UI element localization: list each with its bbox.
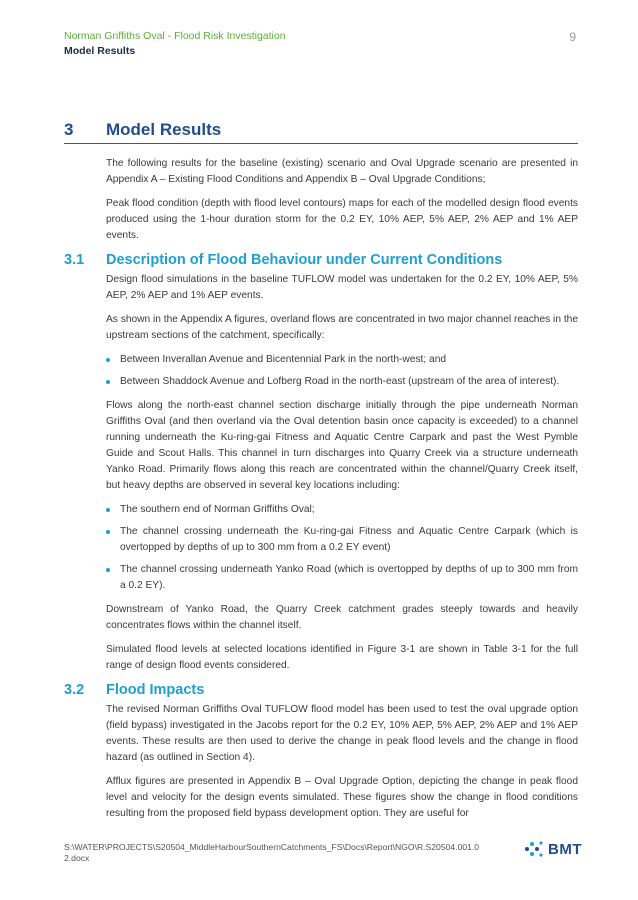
running-section-title: Model Results [64, 45, 136, 57]
list-item [106, 562, 578, 594]
list-item-text: Between Shaddock Avenue and Lofberg Road in the north-east (upstream of the area of interest). [120, 376, 560, 387]
page-header [64, 29, 574, 59]
body-paragraph: Design flood simulations in the baseline TUFLOW model was undertaken for the 0.2 EY, 10% AEP, 5% AEP, 2% AEP and 1% AEP events. [106, 274, 578, 301]
chapter-number: 3 [64, 120, 74, 139]
list-item [106, 352, 578, 368]
bullet-icon [106, 530, 110, 534]
intro-paragraph: Peak flood condition (depth with flood level contours) maps for each of the modelled design flood events produced using the 1-hour duration storm for the 0.2 EY, 10% AEP, 5% AEP, 2% AEP and 1% AEP events. [106, 198, 578, 241]
list-item-text: The southern end of Norman Griffiths Oval; [120, 504, 315, 515]
section-heading-3-1 [64, 252, 578, 268]
bullet-icon [106, 380, 110, 384]
bullet-icon [106, 508, 110, 512]
body-paragraph: Downstream of Yanko Road, the Quarry Creek catchment grades steeply towards and heavily concentrates flows within the channel itself. [106, 604, 578, 631]
section-number: 3.2 [64, 682, 85, 698]
section-title: Flood Impacts [106, 682, 205, 698]
body-paragraph: Simulated flood levels at selected locations identified in Figure 3-1 are shown in Table 3-1 for the full range of design flood events considered. [106, 644, 578, 671]
main-content [64, 120, 578, 830]
bmt-logo [523, 838, 582, 860]
list-item [106, 374, 578, 390]
chapter-heading [64, 120, 578, 144]
section-title: Description of Flood Behaviour under Current Conditions [106, 252, 503, 268]
body-paragraph: As shown in the Appendix A figures, overland flows are concentrated in two major channel reaches in the upstream sections of the catchment, specifically: [106, 314, 578, 341]
bullet-icon [106, 358, 110, 362]
bullet-list [106, 502, 578, 594]
list-item [106, 524, 578, 556]
list-item-text: The channel crossing underneath Yanko Road (which is overtopped by depths of up to 300 mm from a 0.2 EY). [120, 564, 578, 591]
body-paragraph: Flows along the north-east channel section discharge initially through the pipe underneath Norman Griffiths Oval (and then overland via the Oval detention basin once capacity is exceeded) to a channel running underneath the Ku-ring-gai Fitness and Aquatic Centre Carpark and past the West Pymble Guide and Scout Halls. This channel in turn discharges into Quarry Creek via a structure underneath Yanko Road. Primarily flows along this reach are concentrated within the channel/Quarry Creek itself, but heavy depths are observed in several key locations including: [106, 400, 578, 491]
bmt-logo-icon [523, 838, 545, 860]
bullet-icon [106, 568, 110, 572]
document-title: Norman Griffiths Oval - Flood Risk Investigation [64, 30, 286, 42]
section-heading-3-2 [64, 682, 578, 698]
list-item [106, 502, 578, 518]
bullet-list [106, 352, 578, 390]
list-item-text: The channel crossing underneath the Ku-ring-gai Fitness and Aquatic Centre Carpark (which is overtopped by depths of up to 300 mm from a 0.2 EY event) [120, 526, 578, 553]
body-paragraph: The revised Norman Griffiths Oval TUFLOW flood model has been used to test the oval upgrade option (field bypass) investigated in the Jacobs report for the 0.2 EY, 10% AEP, 5% AEP, 2% AEP and 1% AEP events. These results are then used to derive the change in peak flood levels and the change in flood hazard (as outlined in Section 4). [106, 704, 578, 763]
intro-paragraph: The following results for the baseline (existing) scenario and Oval Upgrade scenario are presented in Appendix A – Existing Flood Conditions and Appendix B – Oval Upgrade Conditions; [106, 158, 578, 185]
logo-text: BMT [548, 840, 582, 858]
list-item-text: Between Inverallan Avenue and Bicentennial Park in the north-west; and [120, 354, 447, 365]
page-number: 9 [569, 30, 576, 44]
chapter-title: Model Results [106, 120, 222, 139]
section-number: 3.1 [64, 252, 85, 268]
file-path-footer: S:\WATER\PROJECTS\S20504_MiddleHarbourSouthernCatchments_FS\Docs\Report\NGO\R.S20504.001.02.docx [64, 842, 480, 863]
body-paragraph: Afflux figures are presented in Appendix B – Oval Upgrade Option, depicting the change in peak flood level and velocity for the design events simulated. These figures show the change in flood conditions resulting from the proposed field bypass development option. They are useful for [106, 776, 578, 819]
